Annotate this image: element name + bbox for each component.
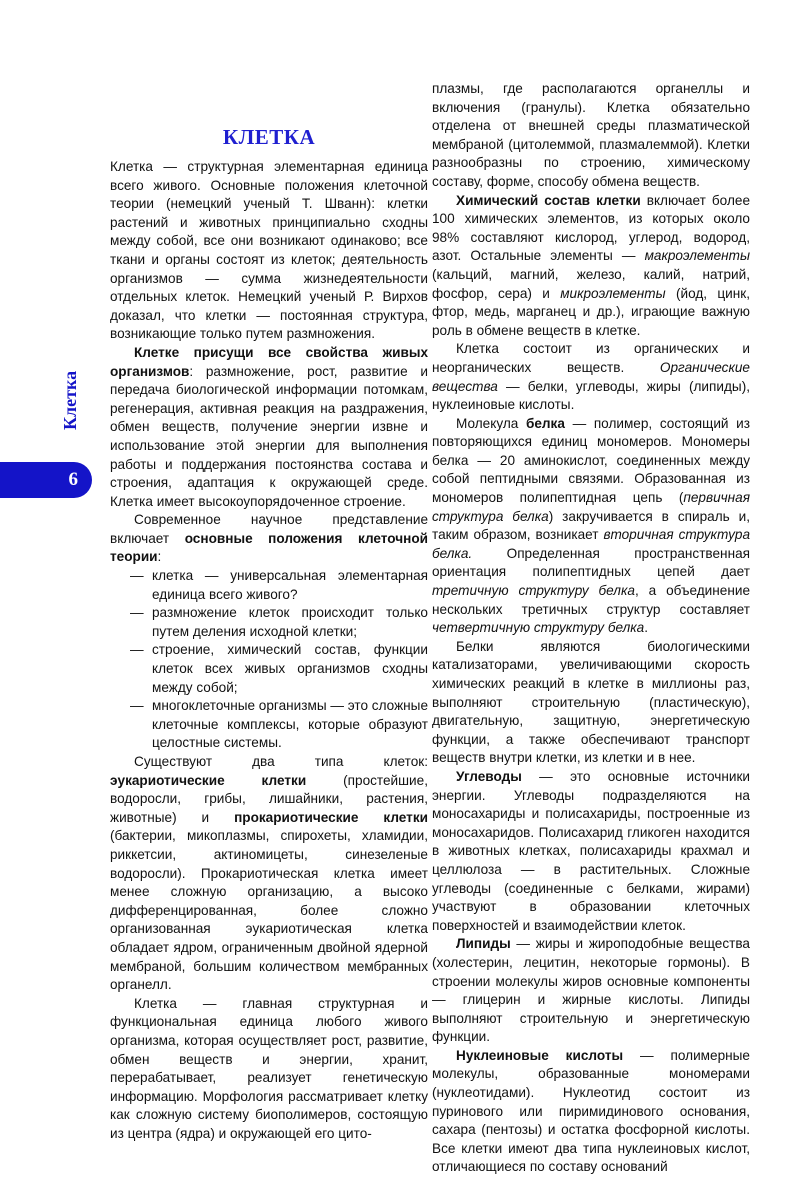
- list-item-text: многоклеточные организмы — это сложные клеточные комплексы, которые образуют целостные системы.: [152, 698, 429, 751]
- chem-text-a: включает более 100 химических элементов, из которых около 98% составляют кислород, углерод, водород, азот. Остальные элементы —: [432, 192, 750, 264]
- macroelements-term: макроэлементы: [644, 248, 750, 264]
- tertiary-structure-term: третичную структуру белка: [432, 583, 635, 599]
- organic-substances-term: Органические вещества: [432, 359, 750, 394]
- substances-text-b: — белки, углеводы, жиры (липиды), нуклеиновые кислоты.: [432, 378, 750, 413]
- intro-paragraph: Клетка — структурная элементарная единица всего живого. Основные положения клеточной теории (немецкий ученый Т. Шванн): клетки растений и животных принципиально сходны между собой, все они возникают одинаково; все ткани и органы состоят из клеток; деятельность организмов — сумма жизнедеятельности отдельных клеток. Немецкий ученый Р. Вирхов доказал, что клетки — постоянная структура, возникающие только путем размножения.: [110, 159, 428, 342]
- nucleic-acids-text: — полимерные молекулы, образованные мономерами (нуклеотидами). Нуклеотид состоит из пуринового или пиримидинового основания, сахара (пентозы) и остатка фосфорной кислоты. Все клетки имеют два типа нуклеиновых кислот, отличающиеся по составу оснований: [432, 1047, 750, 1175]
- secondary-structure-term: вторичная структура белка.: [432, 527, 750, 561]
- carbohydrates-paragraph: [432, 768, 750, 935]
- properties-text: : размножение, рост, развитие и передача биологической информации потомкам, регенерация, активная реакция на раздражения, обмен веществ, получение энергии извне и использование этой энергии для выполнения работы и поддержания постоянства состава и строения, адаптация к окружающей среде. Клетка имеет высокоупорядоченное строение.: [110, 363, 428, 509]
- theory-colon: :: [157, 549, 162, 565]
- protein-text-a: Молекула: [456, 415, 526, 431]
- list-item-text: строение, химический состав, функции клеток всех живых организмов сходны между собой;: [152, 642, 428, 695]
- list-item-text: размножение клеток происходит только путем деления исходной клетки;: [152, 605, 428, 639]
- properties-paragraph: [110, 344, 428, 511]
- lipids-term: Липиды: [456, 936, 511, 952]
- protein-text-c: ) закручивается в спираль и, таким образом, возникает: [432, 508, 750, 543]
- list-dash: —: [130, 605, 144, 621]
- protein-text-b: — полимер, состоящий из повторяющихся единиц мономеров. Мономеры белка — 20 аминокислот, соединенных между собой пептидными связями. Образованная из мономеров полипептидная цепь (: [432, 415, 750, 506]
- cell-types-paragraph: [110, 753, 428, 995]
- substances-paragraph: [432, 340, 750, 414]
- chapter-side-label: Клетка: [60, 370, 80, 430]
- prokaryotic-term: прокариотические клетки: [234, 809, 428, 825]
- chemical-composition-term: Химический состав клетки: [456, 192, 641, 208]
- chem-text-c: (йод, цинк, фтор, медь, марганец и др.), играющие важную роль в обмене веществ в клетке.: [432, 285, 750, 338]
- page-number: 6: [68, 469, 78, 490]
- microelements-term: микроэлементы: [560, 285, 666, 301]
- theory-theses-list: [110, 567, 428, 753]
- list-dash: —: [130, 568, 144, 584]
- list-item-text: клетка — универсальная элементарная единица всего живого?: [152, 568, 428, 602]
- protein-paragraph: [432, 415, 750, 638]
- protein-text-f: .: [644, 620, 649, 636]
- list-dash: —: [130, 698, 144, 714]
- properties-term: Клетке присущи все свойства живых организмов: [110, 344, 428, 379]
- protein-functions-paragraph: Белки являются биологическими катализаторами, увеличивающими скорость химических реакций в клетке в миллионы раз, выполняют строительную (пластическую), двигательную, защитную, энергетическую функции, а также обеспечивают транспорт веществ внутри клетки, из клетки и в нее.: [432, 638, 750, 766]
- protein-term: белка: [525, 415, 565, 431]
- cell-types-text-b: (простейшие, водоросли, грибы, лишайники, растения, животные) и: [110, 772, 428, 825]
- lipids-text: — жиры и жироподобные вещества (холестерин, лецитин, некоторые гормоны). В строении молекулы жиров основные компоненты — глицерин и жирные кислоты. Липиды выполняют строительную и энергетическую функции.: [432, 936, 750, 1045]
- theory-intro-text: Современное научное представление включает: [110, 512, 428, 546]
- protein-text-e: , а объединение нескольких третичных структур составляет: [432, 583, 751, 617]
- list-item: [130, 604, 428, 641]
- continuation-paragraph: плазмы, где располагаются органеллы и включения (гранулы). Клетка обязательно отделена от внешней среды плазматической мембраной (цитолеммой, плазмалеммой). Клетки разнообразны по строению, химическому составу, форме, способу обмена веществ.: [432, 81, 750, 189]
- primary-structure-term: первичная структура белка: [432, 490, 750, 524]
- eukaryotic-term: эукариотические клетки: [110, 772, 307, 788]
- lipids-paragraph: [432, 935, 750, 1047]
- protein-text-d: Определенная пространственная ориентация полипептидных цепей дает: [432, 545, 750, 580]
- cell-types-text-a: Существуют два типа клеток:: [134, 754, 428, 769]
- nucleic-acids-paragraph: [432, 1047, 750, 1177]
- list-dash: —: [130, 642, 144, 658]
- quaternary-structure-term: четвертичную структуру белка: [432, 620, 645, 636]
- list-item: [130, 697, 428, 753]
- page-title: КЛЕТКА: [222, 125, 316, 149]
- right-column: [432, 80, 750, 1177]
- list-item: [130, 641, 428, 697]
- cell-types-text-c: (бактерии, микоплазмы, спирохеты, хламидии, риккетсии, актиномицеты, синезеленые водоросли). Прокариотическая клетка имеет менее сложную организацию, а высоко дифференцированная, более сложно организованная эукариотическая клетка обладает ядром, ограниченным двойной ядерной мембраной, большим количеством мембранных органелл.: [110, 828, 428, 993]
- theory-intro-paragraph: [110, 511, 428, 567]
- chemical-composition-paragraph: [432, 192, 750, 341]
- page-number-tab: [0, 462, 92, 498]
- substances-text-a: Клетка состоит из органических и неорганических веществ.: [432, 341, 750, 375]
- list-item: [130, 567, 428, 604]
- left-column: [110, 124, 428, 1143]
- cell-function-paragraph: Клетка — главная структурная и функциональная единица любого живого организма, которая осуществляет рост, развитие, обмен веществ и энергии, хранит, перерабатывает, реализует генетическую информацию. Морфология рассматривает клетку как сложную систему биополимеров, состоящую из центра (ядра) и окружающей его цито-: [110, 995, 428, 1141]
- theory-term: основные положения клеточной теории: [110, 530, 429, 565]
- carbohydrates-text: — это основные источники энергии. Углеводы подразделяются на моносахариды и полисахариды, построенные из моносахаридов. Полисахарид гликоген находится в животных клетках, полисахариды крахмал и целлюлоза — в растительных. Сложные углеводы (соединенные с белками, жирами) участвуют в образовании клеточных поверхностей и взаимодействии клеток.: [432, 768, 750, 933]
- nucleic-acids-term: Нуклеиновые кислоты: [456, 1047, 624, 1063]
- carbohydrates-term: Углеводы: [456, 768, 522, 784]
- chem-text-b: (кальций, магний, железо, калий, натрий, фосфор, сера) и: [432, 266, 750, 301]
